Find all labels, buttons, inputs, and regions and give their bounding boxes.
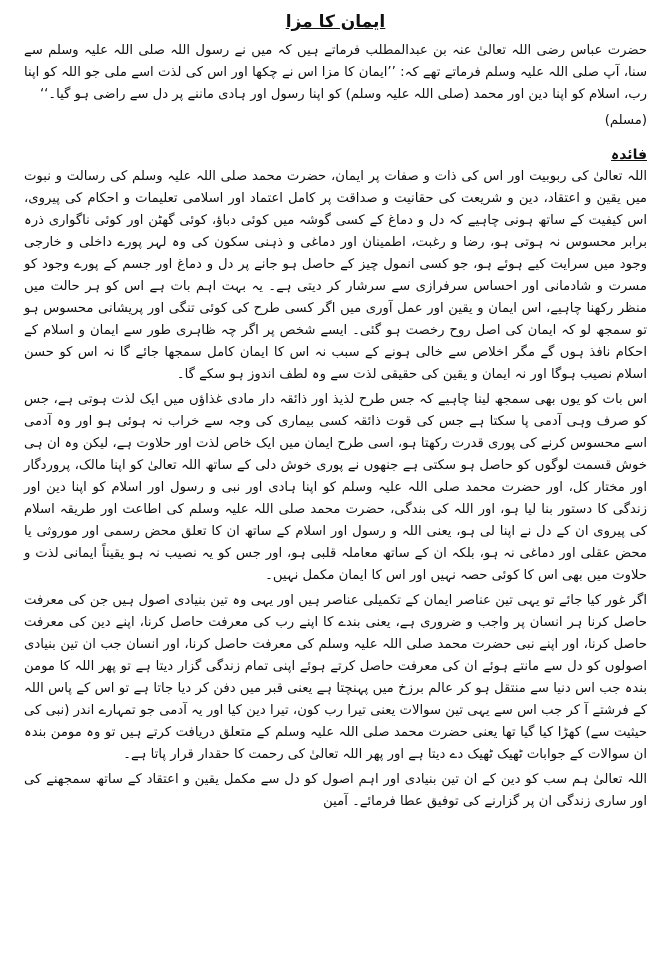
hadith-text: حضرت عباس رضی اللہ تعالیٰ عنہ بن عبدالمطلب فرماتے ہیں کہ میں نے رسول اللہ صلی اللہ علیہ وسلم سے سنا، آپ صلی اللہ علیہ وسلم فرماتے تھے کہ: ’’ایمان کا مزا اس نے چکھا اور اس کی لذت اسے ملی جو اللہ کو اپنا رب، اسلام کو اپنا دین اور محمد (صلی اللہ علیہ وسلم) کو اپنا رسول اور ہادی ماننے پر دل سے راضی ہو گیا۔‘‘ [24,43,647,102]
section-heading: فائدہ [611,147,647,163]
hadith-source: (مسلم) [604,113,647,128]
paragraph: اس بات کو یوں بھی سمجھ لینا چاہیے کہ جس طرح لذیذ اور ذائقہ دار مادی غذاؤں میں ایک لذت ہوتی ہے، جس کو صرف وہی آدمی پا سکتا ہے جس کی قوت ذائقہ کسی بیماری کی وجہ سے خراب نہ ہوئی ہو اور وہ آدمی اسے محسوس کرنے کی پوری قدرت رکھتا ہو، اسی طرح ایمان میں ایک خاص لذت اور حلاوت ہے، لیکن وہ ان ہی خوش قسمت لوگوں کو حاصل ہو سکتی ہے جنھوں نے پوری خوش دلی کے ساتھ اللہ تعالیٰ کو اپنا مالک، پروردگار اور مختار کل، اور حضرت محمد صلی اللہ علیہ وسلم کو اپنا ہادی اور نبی و رسول اور اسلام کو اپنا دین اور زندگی کا دستور بنا لیا ہو، اور اللہ کی بندگی، حضرت محمد صلی اللہ علیہ وسلم کی اطاعت اور طریقہ اسلام کی پیروی ان کے دل نے اپنا لی ہو، یعنی اللہ و رسول اور اسلام کے ساتھ ان کا تعلق محض رسمی اور موروثی یا محض عقلی اور دماغی نہ ہو، بلکہ ان کے ساتھ معاملہ قلبی ہو، اور جس کو یہ نصیب نہ ہو یقیناً ایمانی لذت و حلاوت میں بھی اس کا کوئی حصہ نہیں اور اس کا ایمان مکمل نہیں۔ [24,392,647,583]
page-title: ایمان کا مزا [285,12,386,32]
paragraph: اللہ تعالیٰ کی ربوبیت اور اس کی ذات و صفات پر ایمان، حضرت محمد صلی اللہ علیہ وسلم کی رسالت و نبوت میں یقین و اعتقاد، دین و شریعت کی حقانیت و صداقت پر کامل اعتماد اور اسلامی تعلیمات و احکام کی پیروی، اس کیفیت کے ساتھ ہونی چاہیے کہ دل و دماغ کے کسی گوشہ میں کوئی دباؤ، کوئی گھٹن اور کوئی ناگواری ذرہ برابر محسوس نہ ہوتی ہو، رضا و رغبت، اطمینان اور دماغی و ذہنی سکون کی وہ لہر پورے داخلی و خارجی وجود میں سرایت کیے ہوئے ہو، جو کسی انمول چیز کے حاصل ہو جانے پر دل و دماغ اور جسم کے پورے وجود کو مسرت و شادمانی اور احساس سرفرازی سے سرشار کر دیتی ہے۔ یہ بہت اہم بات ہے اس کو ہر حالت میں منظر رکھنا چاہیے، اس ایمان و یقین اور عمل آوری میں اگر کسی طرح کی کوئی تنگی اور پریشانی محسوس ہو تو سمجھ لو کہ ایمان کی اصل روح رخصت ہو گئی۔ ایسے شخص پر اگر چہ ظاہری طور سے ایمان و اسلام کے احکام نافذ ہوں گے مگر اخلاص سے خالی ہونے کے سبب نہ اس کا ایمان کامل سمجھا جائے گا نہ اس کو حسن اسلام نصیب ہوگا اور نہ ایمان و یقین کی حقیقی لذت سے وہ لطف اندوز ہو سکے گا۔ [24,169,647,382]
paragraph: اگر غور کیا جائے تو یہی تین عناصر ایمان کے تکمیلی عناصر ہیں اور یہی وہ تین بنیادی اصول ہیں جن کی معرفت حاصل کرنا ہر انسان پر واجب و ضروری ہے، یعنی بندے کا اپنے رب کی معرفت حاصل کرنا، اپنے دین کی معرفت حاصل کرنا، اور اپنے نبی حضرت محمد صلی اللہ علیہ وسلم کی معرفت حاصل کرنا، اور انسان جب ان تین بنیادی اصولوں کو دل سے مانتے ہوئے ان کی معرفت حاصل کرتے ہوئے اپنی تمام زندگی گزار دیتا ہے تو پھر اللہ کا مومن بندہ جب اس دنیا سے منتقل ہو کر عالم برزخ میں پہنچتا ہے یعنی قبر میں دفن کر دیا جاتا ہے تو اس کے پاس اللہ کے فرشتے آ کر جب اس سے یہی تین سوالات یعنی تیرا رب کون، تیرا دین کیا اور یہ آدمی جو تمہارے اندر (نبی کی حیثیت سے) کھڑا کیا گیا تھا یعنی حضرت محمد صلی اللہ علیہ وسلم کے متعلق دریافت کرتے ہیں تو وہ مومن بندہ ان سوالات کے جوابات ٹھیک ٹھیک دے دیتا ہے اور پھر اللہ تعالیٰ کی رحمت کا حقدار قرار پاتا ہے۔ [24,593,647,762]
paragraph: اللہ تعالیٰ ہم سب کو دین کے ان تین بنیادی اور اہم اصول کو دل سے مکمل یقین و اعتقاد کے ساتھ سمجھنے کی اور ساری زندگی ان پر گزارنے کی توفیق عطا فرمائے۔ آمین [24,772,647,809]
